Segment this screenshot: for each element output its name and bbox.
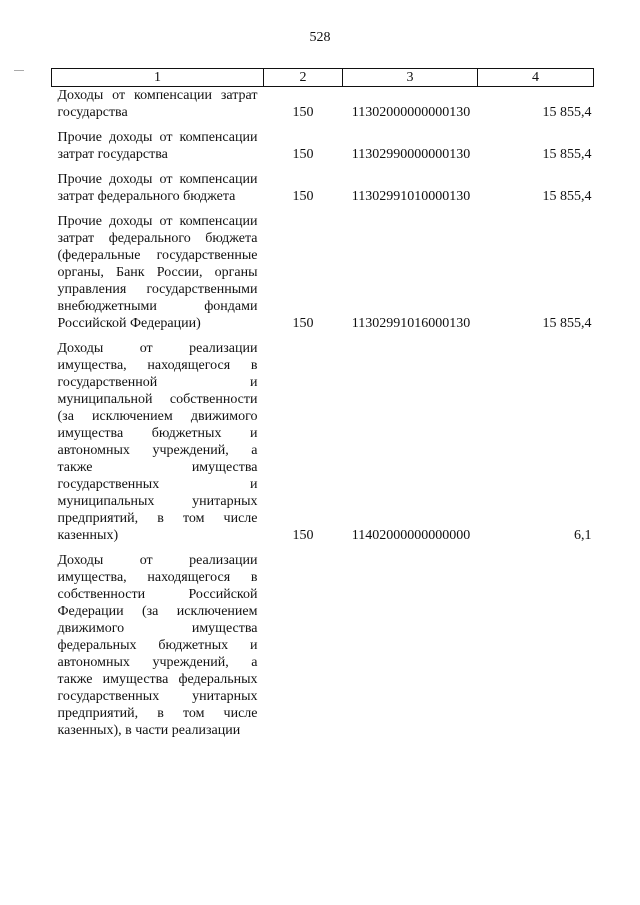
budget-classification-code-cell: 11302990000000130 xyxy=(351,147,471,162)
table-row xyxy=(52,340,594,552)
table-row xyxy=(52,87,594,130)
amount-cell: 15 855,4 xyxy=(542,316,592,331)
admin-code-cell: 150 xyxy=(292,189,314,204)
admin-code-cell: 150 xyxy=(292,147,314,162)
budget-classification-code-cell: 11302000000000130 xyxy=(351,105,471,120)
column-header-2: 2 xyxy=(264,69,343,87)
admin-code-cell xyxy=(264,552,343,739)
budget-revenue-table xyxy=(51,68,594,739)
amount-cell xyxy=(478,552,594,739)
table-row xyxy=(52,129,594,171)
budget-classification-code-cell: 11302991010000130 xyxy=(351,189,471,204)
column-header-4: 4 xyxy=(478,69,594,87)
admin-code-cell: 150 xyxy=(292,528,314,543)
budget-classification-code-cell xyxy=(343,552,478,739)
page-number: 528 xyxy=(309,30,331,45)
revenue-name-cell: Доходы от компенсации затрат государства xyxy=(57,88,258,120)
amount-cell: 6,1 xyxy=(574,528,592,543)
column-number-header-row xyxy=(52,69,594,87)
budget-classification-code-cell: 11302991016000130 xyxy=(351,316,471,331)
amount-cell: 15 855,4 xyxy=(542,105,592,120)
admin-code-cell: 150 xyxy=(292,105,314,120)
revenue-name-cell: Прочие доходы от компенсации затрат федерального бюджета (федеральные государственные органы, Банк России, органы управления государственными внебюджетными фондами Российской Федерации) xyxy=(57,214,258,331)
admin-code-cell: 150 xyxy=(292,316,314,331)
revenue-name-cell: Прочие доходы от компенсации затрат федерального бюджета xyxy=(57,172,258,204)
table-row xyxy=(52,552,594,739)
scan-margin-mark xyxy=(14,70,24,71)
revenue-name-cell: Доходы от реализации имущества, находящегося в собственности Российской Федерации (за исключением движимого имущества федеральных бюджетных и автономных учреждений, а также имущества федеральных государственных унитарных предприятий, в том числе казенных), в части реализации xyxy=(57,553,258,738)
amount-cell: 15 855,4 xyxy=(542,147,592,162)
revenue-name-cell: Доходы от реализации имущества, находящегося в государственной и муниципальной собственности (за исключением движимого имущества бюджетных и автономных учреждений, а также имущества государственных и муниципальных унитарных предприятий, в том числе казенных) xyxy=(57,341,258,543)
table-row xyxy=(52,171,594,213)
budget-classification-code-cell: 11402000000000000 xyxy=(351,528,471,543)
revenue-name-cell: Прочие доходы от компенсации затрат государства xyxy=(57,130,258,162)
amount-cell: 15 855,4 xyxy=(542,189,592,204)
column-header-1: 1 xyxy=(52,69,264,87)
column-header-3: 3 xyxy=(343,69,478,87)
table-row xyxy=(52,213,594,340)
